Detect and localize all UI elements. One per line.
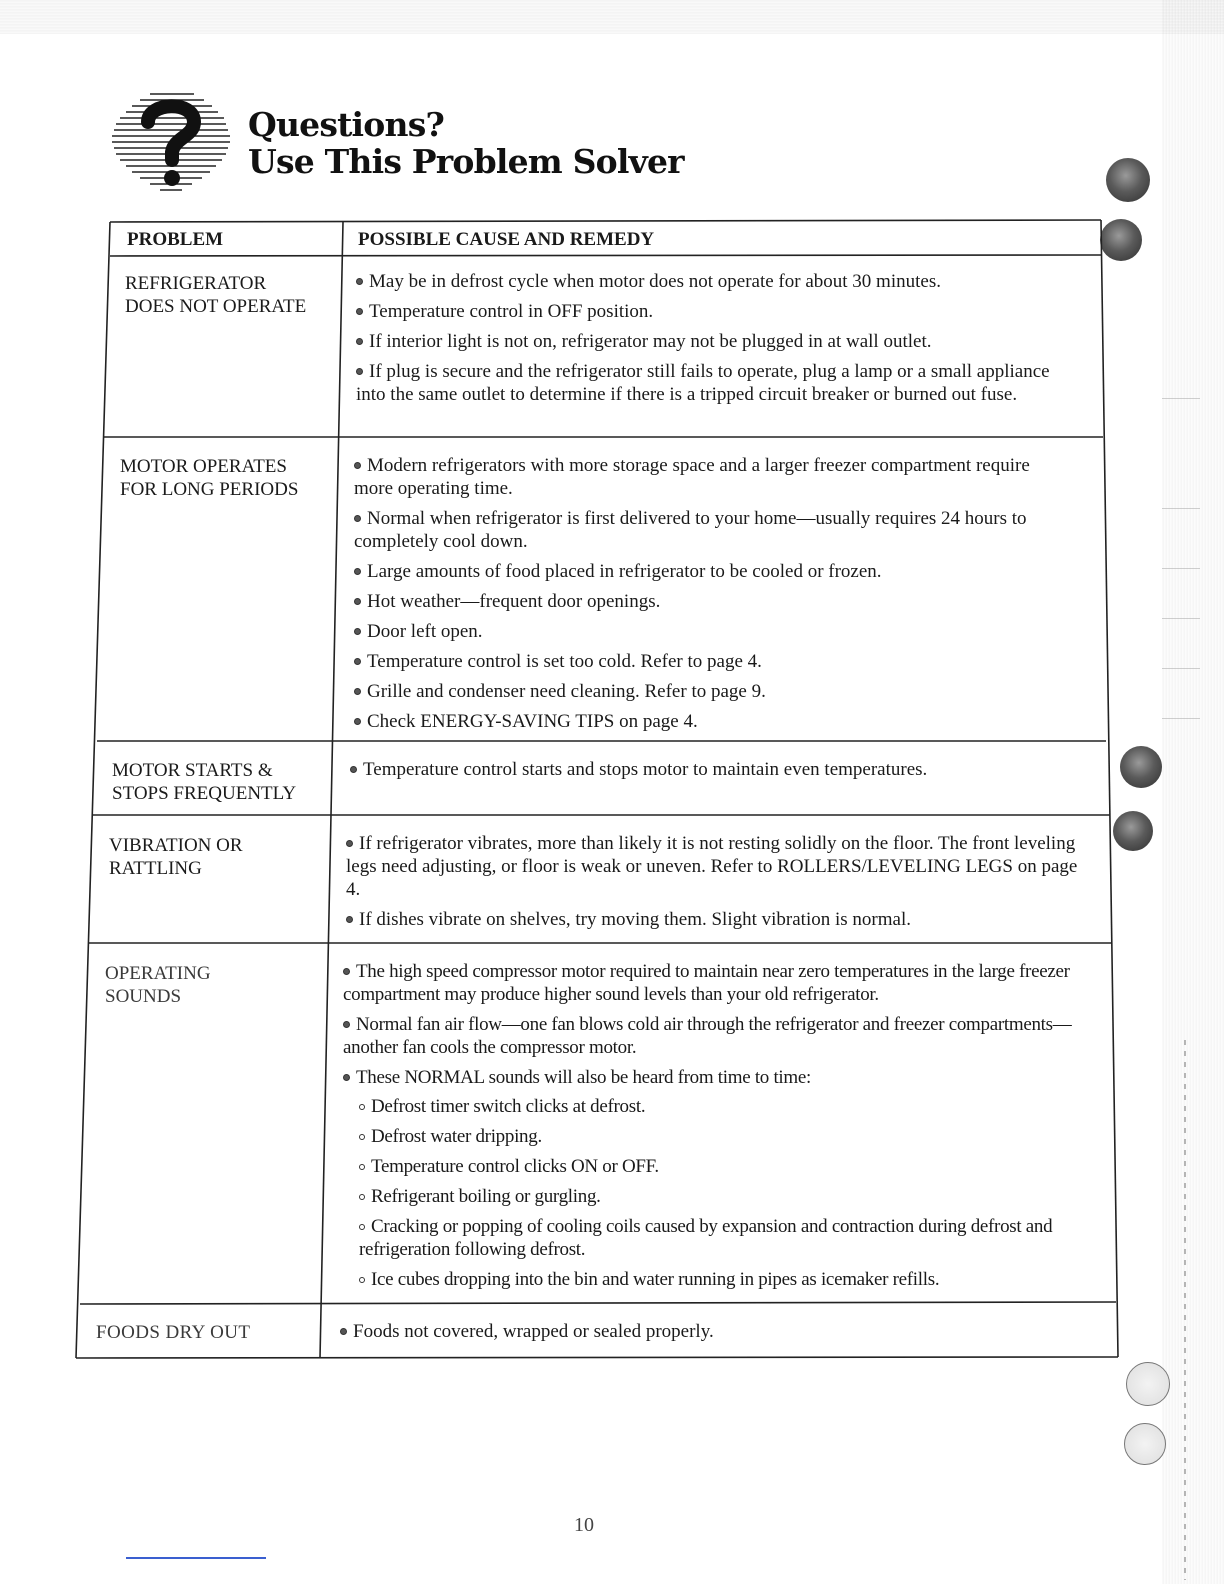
bullet-icon xyxy=(354,658,361,665)
bullet-icon xyxy=(356,278,363,285)
remedy-item: Normal when refrigerator is first delivered to your home—usually requires 24 hours to completely cool down. xyxy=(354,508,1027,552)
bullet-icon xyxy=(356,308,363,315)
problem-foods-dry-out xyxy=(96,1321,250,1344)
column-header-problem: PROBLEM xyxy=(127,229,224,250)
remedy-item: The high speed compressor motor required to maintain near zero temperatures in the large freezer compartment may produce higher sound levels than your old refrigerator. xyxy=(343,961,1070,1005)
bullet-icon xyxy=(359,1164,365,1170)
problem-motor-starts-stops xyxy=(112,759,296,805)
problem-line: STOPS FREQUENTLY xyxy=(112,783,297,804)
remedy-list xyxy=(354,454,1066,740)
remedy-item: These NORMAL sounds will also be heard from time to time: xyxy=(343,1066,1093,1089)
bullet-icon xyxy=(354,515,361,522)
bullet-icon xyxy=(354,568,361,575)
bullet-icon xyxy=(343,1074,350,1081)
problem-line: RATTLING xyxy=(109,858,202,879)
remedy-list xyxy=(346,832,1086,938)
bullet-icon xyxy=(359,1134,365,1140)
remedy-item: If plug is secure and the refrigerator still fails to operate, plug a lamp or a small appliance into the same outlet to determine if there is a tripped circuit breaker or burned out fuse. xyxy=(356,361,1050,405)
bullet-icon xyxy=(354,688,361,695)
problem-vibration-rattling xyxy=(109,834,243,880)
remedy-item: Check ENERGY-SAVING TIPS on page 4. xyxy=(354,710,1066,733)
remedy-item: If interior light is not on, refrigerator may not be plugged in at wall outlet. xyxy=(356,330,1056,353)
bullet-icon xyxy=(340,1328,347,1335)
sub-remedy-item: Temperature control clicks ON or OFF. xyxy=(359,1155,1093,1178)
remedy-item: Temperature control starts and stops motor to maintain even temperatures. xyxy=(350,758,1070,781)
bullet-icon xyxy=(350,766,357,773)
bullet-icon xyxy=(359,1194,365,1200)
bullet-icon xyxy=(356,368,363,375)
footer-rule xyxy=(126,1557,266,1559)
problem-line: DOES NOT OPERATE xyxy=(125,296,307,317)
sub-remedy-list xyxy=(343,1095,1093,1291)
remedy-item: If refrigerator vibrates, more than likely it is not resting solidly on the floor. The front leveling legs need adjusting, or floor is weak or uneven. Refer to ROLLERS/LEVELING LEGS on page 4. xyxy=(346,833,1078,900)
bullet-icon xyxy=(359,1224,365,1230)
sub-remedy-item: Cracking or popping of cooling coils caused by expansion and contraction during defrost and refrigeration following defrost. xyxy=(359,1216,1053,1260)
column-header-remedy: POSSIBLE CAUSE AND REMEDY xyxy=(358,229,655,250)
bullet-icon xyxy=(354,718,361,725)
problem-line: FOR LONG PERIODS xyxy=(120,479,299,500)
sub-remedy-item: Defrost water dripping. xyxy=(359,1125,1093,1148)
remedy-item: Temperature control in OFF position. xyxy=(356,300,1056,323)
title-line-2: Use This Problem Solver xyxy=(248,142,684,181)
bullet-icon xyxy=(346,916,353,923)
bullet-icon xyxy=(354,462,361,469)
problem-motor-operates-long xyxy=(120,455,298,501)
remedy-item: Door left open. xyxy=(354,620,1066,643)
problem-operating-sounds xyxy=(105,962,211,1008)
remedy-list xyxy=(340,1320,1080,1350)
remedy-item: May be in defrost cycle when motor does not operate for about 30 minutes. xyxy=(356,270,1056,293)
bullet-icon xyxy=(356,338,363,345)
remedy-item: Foods not covered, wrapped or sealed properly. xyxy=(340,1320,1080,1343)
remedy-list xyxy=(343,960,1093,1298)
bullet-icon xyxy=(346,840,353,847)
remedy-item: Temperature control is set too cold. Refer to page 4. xyxy=(354,650,1066,673)
bullet-icon xyxy=(343,1021,350,1028)
problem-line: FOODS DRY OUT xyxy=(96,1322,251,1343)
title-line-1: Questions? xyxy=(248,105,445,144)
sub-remedy-item: Refrigerant boiling or gurgling. xyxy=(359,1185,1093,1208)
sub-remedy-item: Ice cubes dropping into the bin and water running in pipes as icemaker refills. xyxy=(359,1268,1093,1291)
bullet-icon xyxy=(354,598,361,605)
sub-remedy-item: Defrost timer switch clicks at defrost. xyxy=(359,1095,1093,1118)
remedy-item: Hot weather—frequent door openings. xyxy=(354,590,1066,613)
problem-line: OPERATING xyxy=(105,963,211,984)
problem-line: MOTOR STARTS & xyxy=(112,760,273,781)
remedy-item: Grille and condenser need cleaning. Refer to page 9. xyxy=(354,680,1066,703)
bullet-icon xyxy=(359,1104,365,1110)
problem-refrigerator-does-not-operate xyxy=(125,272,306,318)
problem-line: MOTOR OPERATES xyxy=(120,456,287,477)
problem-line: VIBRATION OR xyxy=(109,835,243,856)
problem-line: REFRIGERATOR xyxy=(125,273,267,294)
remedy-item: Normal fan air flow—one fan blows cold air through the refrigerator and freezer compartments—another fan cools the compressor motor. xyxy=(343,1014,1072,1058)
bullet-icon xyxy=(343,968,350,975)
remedy-item: If dishes vibrate on shelves, try moving them. Slight vibration is normal. xyxy=(346,908,1086,931)
punch-hole-icon xyxy=(1124,1423,1166,1465)
page-number: 10 xyxy=(574,1514,594,1536)
remedy-item: Modern refrigerators with more storage space and a larger freezer compartment require more operating time. xyxy=(354,455,1030,499)
remedy-item: Large amounts of food placed in refrigerator to be cooled or frozen. xyxy=(354,560,1066,583)
bullet-icon xyxy=(359,1277,365,1283)
bullet-icon xyxy=(354,628,361,635)
remedy-list xyxy=(350,758,1070,788)
remedy-list xyxy=(356,270,1056,413)
problem-line: SOUNDS xyxy=(105,986,182,1007)
